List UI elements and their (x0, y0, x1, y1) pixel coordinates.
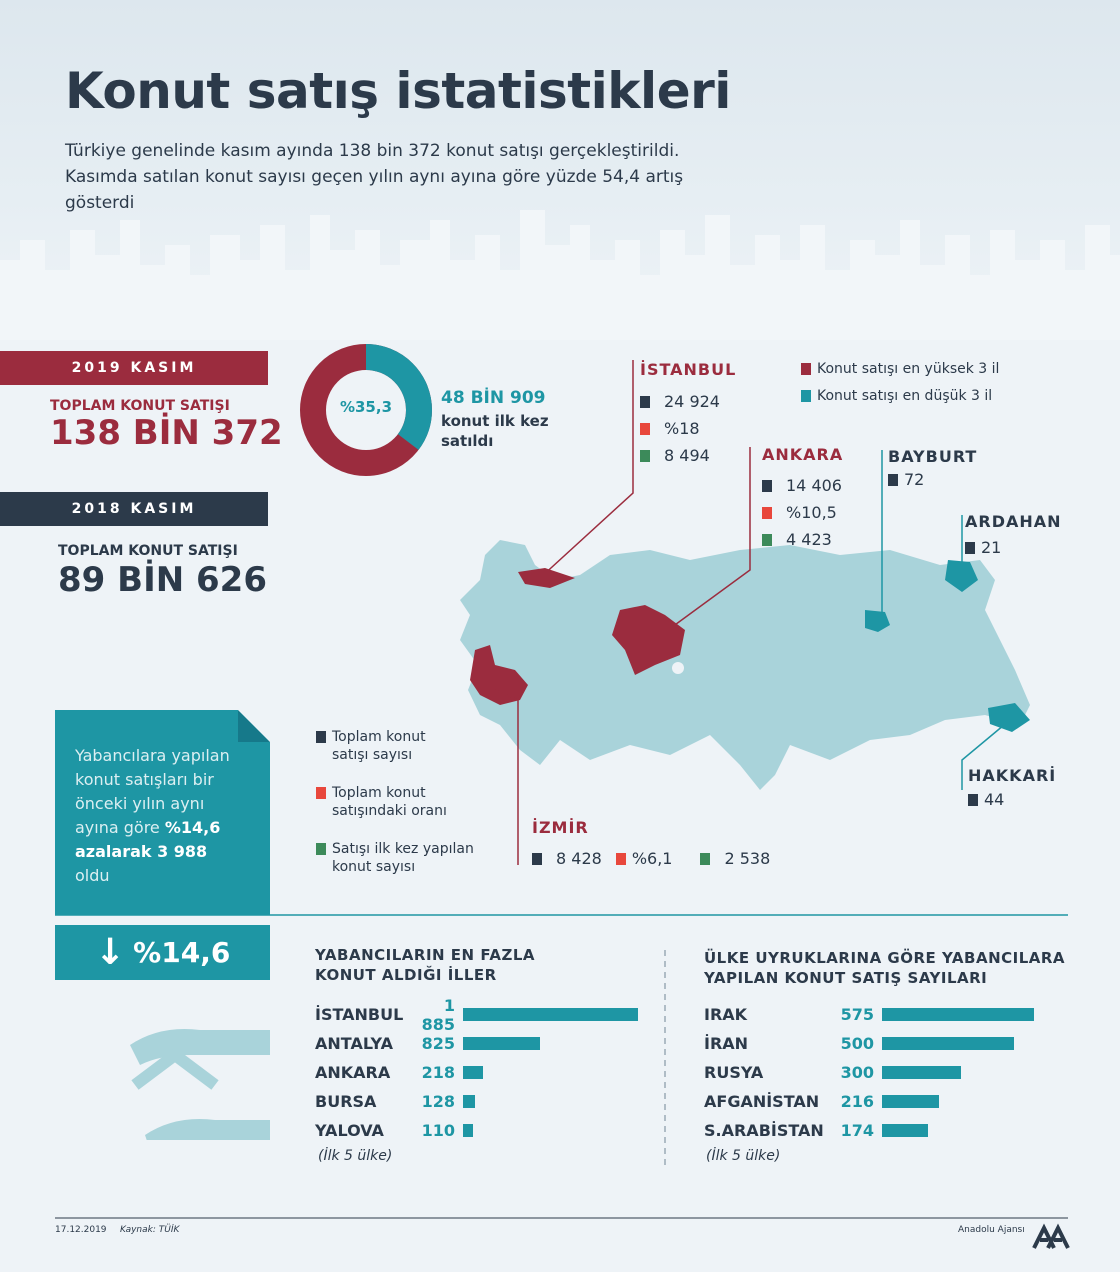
bar-value-label: 218 (421, 1063, 455, 1082)
bar-category-label: IRAK (704, 1005, 748, 1024)
band-2018: 2018 KASIM (0, 492, 268, 526)
ankara-ratio: %10,5 (786, 503, 837, 522)
ratio-swatch (616, 853, 626, 865)
first-swatch (700, 853, 710, 865)
chart-cities-note: (İlk 5 ülke) (318, 1148, 393, 1164)
ardahan-stat (965, 534, 1001, 561)
ratio-swatch (640, 423, 650, 435)
bar-row (315, 1029, 645, 1058)
donut-caption-2: satıldı (441, 432, 494, 450)
first-swatch (762, 534, 772, 546)
izmir-name: İZMİR (532, 818, 589, 837)
legend-first-line1: Satışı ilk kez yapılan (332, 841, 474, 857)
bar-category-label: AFGANİSTAN (704, 1092, 820, 1111)
bar (463, 1066, 483, 1079)
legend-ratio-line1: Toplam konut (332, 785, 426, 801)
chart-cities-title-1: YABANCILARIN EN FAZLA (315, 946, 535, 964)
izmir-ratio: %6,1 (631, 849, 673, 868)
ankara-name: ANKARA (762, 445, 844, 464)
bar-category-label: BURSA (315, 1092, 377, 1111)
bar (882, 1037, 1014, 1050)
bayburt-stat (888, 466, 924, 493)
donut-center-label: %35,3 (339, 398, 393, 416)
foreign-line4-text: ayına göre (75, 818, 165, 837)
donut-value: 48 BİN 909 (441, 388, 546, 408)
donut-caption-1: konut ilk kez (441, 412, 549, 430)
footer-source: Kaynak: TÜİK (120, 1225, 180, 1235)
legend-ratio-line2: satışındaki oranı (332, 803, 447, 819)
bar-category-label: ANKARA (315, 1063, 391, 1082)
foreign-line4-pct: %14,6 (164, 818, 221, 837)
bar-row (704, 1087, 1044, 1116)
bar-value-label: 500 (840, 1034, 874, 1053)
bar-row (704, 1000, 1044, 1029)
ankara-leader (668, 447, 750, 630)
istanbul-name: İSTANBUL (640, 360, 737, 379)
subtitle-line: Türkiye genelinde kasım ayında 138 bin 372 konut satışı gerçekleştirildi. (65, 141, 680, 161)
stat-row (762, 499, 842, 526)
bayburt-name: BAYBURT (888, 447, 978, 466)
decline-badge (55, 925, 270, 980)
bar-value-label: 128 (421, 1092, 455, 1111)
chart-cities-title-2: KONUT ALDIĞI İLLER (315, 966, 497, 984)
legend-low-label: Konut satışı en düşük 3 il (817, 388, 993, 404)
subtitle-line: gösterdi (65, 193, 135, 213)
total-swatch (888, 474, 898, 486)
aa-logo (1030, 1222, 1070, 1250)
hakkari-total: 44 (984, 790, 1005, 809)
bar-row (704, 1058, 1044, 1087)
bar-value-label: 174 (840, 1121, 874, 1140)
first-swatch (640, 450, 650, 462)
foreign-line (75, 816, 230, 840)
stat-row (640, 388, 720, 415)
ardahan-name: ARDAHAN (965, 512, 1062, 531)
decline-pct: %14,6 (133, 936, 231, 969)
legend-total (316, 728, 426, 764)
legend-total-line2: satışı sayısı (332, 747, 413, 763)
stat-row (762, 526, 842, 553)
istanbul-leader (540, 360, 633, 578)
bar-value-label: 575 (840, 1005, 874, 1024)
bar-category-label: RUSYA (704, 1063, 764, 1082)
total-swatch (965, 542, 975, 554)
bar-row (315, 1116, 645, 1145)
total-swatch (640, 396, 650, 408)
page-title: Konut satış istatistikleri (65, 62, 731, 120)
total-2018-value: 89 BİN 626 (58, 560, 267, 600)
footer-date: 17.12.2019 (55, 1225, 107, 1235)
legend-total-swatch (316, 731, 326, 743)
bar-category-label: İSTANBUL (315, 1005, 404, 1024)
ankara-stats (762, 472, 842, 553)
foreign-sales-box (55, 710, 270, 915)
izmir-first: 2 538 (724, 849, 771, 868)
foreign-line: konut satışları bir (75, 770, 214, 789)
legend-ratio (316, 784, 447, 820)
bar-value-label: 110 (421, 1121, 455, 1140)
bar (463, 1095, 475, 1108)
bar (882, 1066, 961, 1079)
total-swatch (968, 794, 978, 806)
bar-row (704, 1029, 1044, 1058)
bar-row (315, 1058, 645, 1087)
bar-category-label: İRAN (704, 1034, 749, 1053)
legend-total-line1: Toplam konut (332, 729, 426, 745)
izmir-total: 8 428 (556, 849, 602, 868)
foreign-sales-text (75, 744, 230, 888)
legend-high-label: Konut satışı en yüksek 3 il (817, 361, 1000, 377)
bar (882, 1124, 928, 1137)
band-2019: 2019 KASIM (0, 351, 268, 385)
hakkari-name: HAKKARİ (968, 766, 1057, 785)
subtitle-line: Kasımda satılan konut sayısı geçen yılın aynı ayına göre yüzde 54,4 artış (65, 167, 684, 187)
total-swatch (762, 480, 772, 492)
bar-row (704, 1116, 1044, 1145)
bar-value-label: 300 (840, 1063, 874, 1082)
istanbul-first: 8 494 (664, 446, 710, 465)
chart-cities (315, 995, 645, 1145)
istanbul-ratio: %18 (664, 419, 700, 438)
bar-value-label: 216 (840, 1092, 874, 1111)
bar-category-label: S.ARABİSTAN (704, 1121, 824, 1140)
ratio-swatch (762, 507, 772, 519)
chart-countries-title-2: YAPILAN KONUT SATIŞ SAYILARI (704, 969, 988, 987)
hands-house-icon (120, 1020, 270, 1140)
bayburt-total: 72 (904, 470, 925, 489)
total-2018-label: TOPLAM KONUT SATIŞI (58, 543, 238, 559)
ankara-total: 14 406 (786, 476, 842, 495)
bar-row (315, 995, 645, 1034)
bar (882, 1008, 1034, 1021)
bar (463, 1124, 473, 1137)
ardahan-total: 21 (981, 538, 1002, 557)
stat-row (640, 415, 720, 442)
hakkari-stat (968, 786, 1004, 813)
bar-category-label: YALOVA (315, 1121, 384, 1140)
bar (463, 1008, 638, 1021)
legend-ratio-swatch (316, 787, 326, 799)
foreign-line: oldu (75, 866, 110, 885)
foreign-line: Yabancılara yapılan (75, 746, 230, 765)
bar (882, 1095, 939, 1108)
bar-value-label: 1 885 (421, 995, 455, 1034)
stat-row (762, 472, 842, 499)
bar-category-label: ANTALYA (315, 1034, 393, 1053)
total-2019-label: TOPLAM KONUT SATIŞI (50, 398, 230, 414)
total-2019-value: 138 BİN 372 (50, 413, 283, 453)
chart-countries-title-1: ÜLKE UYRUKLARINA GÖRE YABANCILARA (704, 949, 1066, 967)
legend-first (316, 840, 474, 876)
chart-countries-title (704, 948, 1065, 988)
izmir-leader (495, 690, 518, 865)
aa-logo-icon (1030, 1222, 1070, 1250)
chart-countries (704, 1000, 1044, 1145)
stat-row (640, 442, 720, 469)
bar-row (315, 1087, 645, 1116)
chart-countries-note: (İlk 5 ülke) (706, 1148, 781, 1164)
istanbul-stats (640, 388, 720, 469)
istanbul-total: 24 924 (664, 392, 720, 411)
foreign-line: önceki yılın aynı (75, 794, 205, 813)
box-corner-fold (238, 710, 270, 742)
bar-value-label: 825 (421, 1034, 455, 1053)
chart-cities-title (315, 945, 535, 985)
legend-first-swatch (316, 843, 326, 855)
bar (463, 1037, 540, 1050)
ankara-first: 4 423 (786, 530, 832, 549)
foreign-line: azalarak 3 988 (75, 842, 208, 861)
footer-agency: Anadolu Ajansı (958, 1225, 1025, 1235)
total-swatch (532, 853, 542, 865)
legend-first-line2: konut sayısı (332, 859, 416, 875)
izmir-stats (532, 845, 770, 872)
down-arrow-icon: ↓ (95, 932, 126, 973)
